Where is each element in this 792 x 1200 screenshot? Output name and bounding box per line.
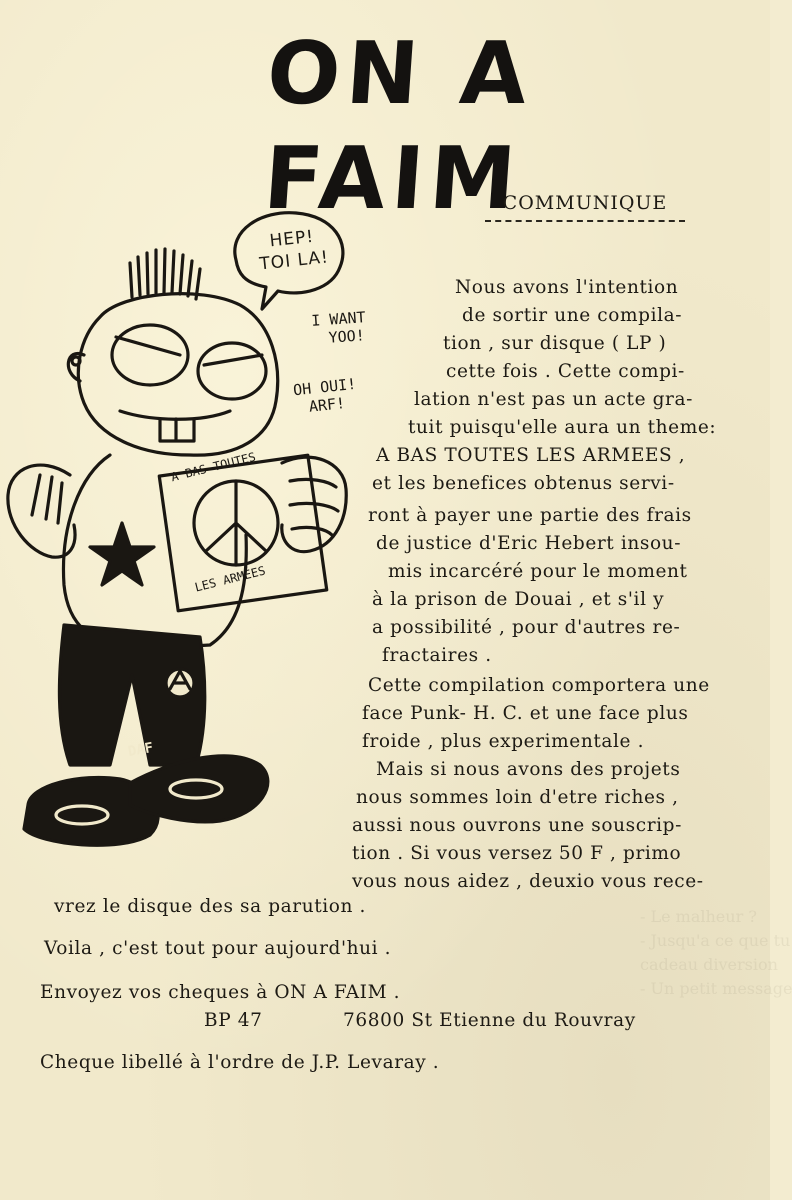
page-title: ON A FAIM: [260, 24, 537, 229]
sign-top-text: A BAS TOUTES: [169, 449, 258, 485]
body-line: A BAS TOUTES LES ARMEES ,: [376, 445, 686, 466]
heading-underline: [485, 216, 685, 222]
belt-text: DAF: [126, 739, 155, 761]
shout-i-want-line-2: YOO!: [328, 326, 366, 347]
body-line: à la prison de Douai , et s'il y: [372, 589, 665, 610]
sign-bottom-text: LES ARMÉES: [193, 563, 267, 595]
body-line: et les benefices obtenus servi-: [372, 473, 675, 494]
shirt-star: [90, 523, 154, 585]
show-through-texture: - Le malheur ? - Jusqu'a ce que tu cadeau diversion - Un petit message: [640, 907, 792, 998]
body-line: lation n'est pas un acte gra-: [414, 389, 693, 410]
communique-heading: [480, 192, 690, 222]
body-tail-line: vrez le disque des sa parution .: [54, 896, 367, 917]
body-line: nous sommes loin d'etre riches ,: [356, 787, 679, 808]
body-line: a possibilité , pour d'autres re-: [372, 617, 681, 638]
body-line: Cette compilation comportera une: [368, 675, 710, 696]
body-line: froide , plus experimentale .: [362, 731, 645, 752]
body-line: vous nous aidez , deuxio vous rece-: [352, 871, 704, 892]
shout-oh-oui: [292, 375, 359, 417]
shout-oh-oui-line-1: OH OUI!: [292, 374, 358, 400]
speech-bubble-text: [246, 223, 340, 276]
bubble-line-1: HEP!: [268, 226, 316, 252]
body-line: tion . Si vous versez 50 F , primo: [352, 843, 682, 864]
body-line: cette fois . Cette compi-: [446, 361, 685, 382]
punk-character-illustration: [0, 205, 360, 865]
teeth: [160, 419, 194, 441]
body-line: mis incarcéré pour le moment: [388, 561, 688, 582]
right-eye: [198, 343, 266, 399]
body-line: aussi nous ouvrons une souscrip-: [352, 815, 682, 836]
body-line: face Punk- H. C. et une face plus: [362, 703, 689, 724]
body-line: tuit puisqu'elle aura un theme:: [408, 417, 717, 438]
body-line: tion , sur disque ( LP ): [443, 333, 667, 354]
send-cheques-line: Envoyez vos cheques à ON A FAIM .: [40, 982, 401, 1003]
communique-heading-text: COMMUNIQUE: [502, 192, 668, 214]
body-line: de justice d'Eric Hebert insou-: [376, 533, 682, 554]
body-line: Nous avons l'intention: [455, 277, 679, 298]
address-city: 76800 St Etienne du Rouvray: [343, 1010, 636, 1031]
body-line: fractaires .: [382, 645, 492, 666]
shout-i-want-line-1: I WANT: [310, 308, 367, 330]
mohawk-hair: [130, 249, 200, 299]
cheque-payee-line: Cheque libellé à l'ordre de J.P. Levaray .: [40, 1052, 440, 1073]
body-line: ront à payer une partie des frais: [368, 505, 692, 526]
shout-oh-oui-line-2: ARF!: [308, 394, 346, 416]
address-bp: BP 47: [204, 1010, 263, 1031]
body-line: Mais si nous avons des projets: [376, 759, 681, 780]
closing-line: Voila , c'est tout pour aujourd'hui .: [44, 938, 392, 959]
bubble-line-2: TOI LA!: [258, 247, 330, 275]
body-line: de sortir une compila-: [462, 305, 683, 326]
shout-i-want: [311, 308, 368, 348]
